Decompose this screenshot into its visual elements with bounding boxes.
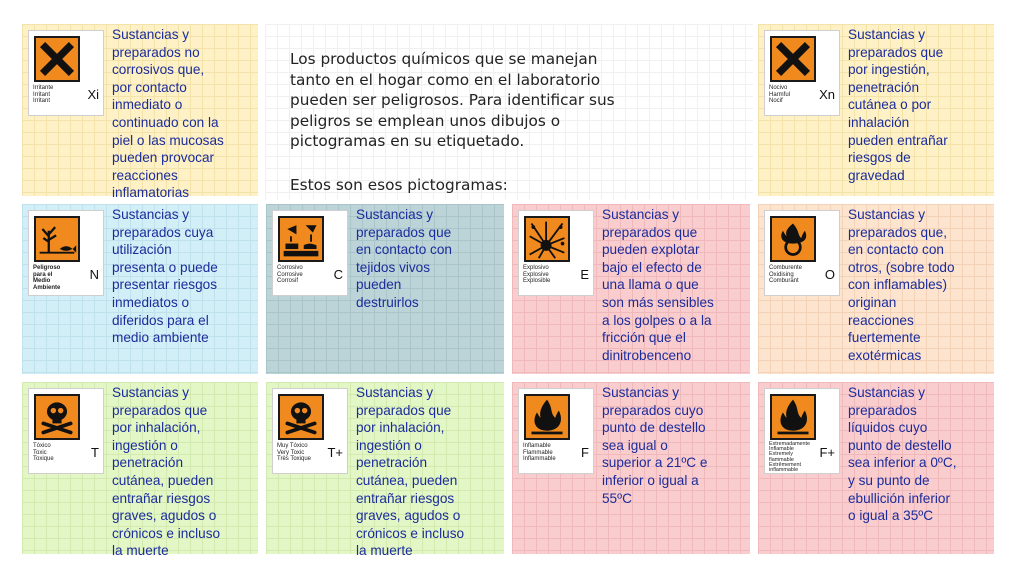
skull-crossbones-icon xyxy=(280,396,322,438)
hazard-symbol: F xyxy=(581,445,589,460)
card-explosivo xyxy=(512,204,750,374)
intro-text: Los productos químicos que se manejan tanto en el hogar como en el laboratorio pueden ser peligrosos. Para identificar sus peligros se emplean unos dibujos o pictogramas en su etiquetado. xyxy=(290,50,615,150)
hazard-description: Sustancias y preparados que en contacto con tejidos vivos pueden destruirlos xyxy=(356,207,452,310)
hazard-description: Sustancias y preparados que, en contacto con otros, (sobre todo con inflamables) originan reacciones fuertemente exotérmicas xyxy=(848,207,955,363)
hazard-symbol: C xyxy=(333,267,343,282)
pictogram-names: Comburente Oxidising Comburant xyxy=(769,265,803,284)
pictogram-e xyxy=(518,210,594,296)
flame-icon xyxy=(772,396,814,438)
hazard-description: Sustancias y preparados no corrosivos que, por contacto inmediato o continuado con la piel o las mucosas pueden provocar reacciones inflamatorias xyxy=(112,27,224,201)
pictogram-names: Nocivo Harmful Nocif xyxy=(769,85,791,104)
card-muy-toxico xyxy=(266,382,504,559)
pictogram-names: Irritante Irritant Irritant xyxy=(33,85,54,104)
pictogram-names: Explosivo Explosive Explosible xyxy=(523,265,551,284)
hazard-symbol: T+ xyxy=(327,445,343,460)
hazard-description: Sustancias y preparados cuyo punto de destello sea igual o superior a 21ºC e inferior o igual a 55ºC xyxy=(602,385,708,506)
pictogram-names: Peligroso para el Medio Ambiente xyxy=(33,265,61,291)
hazard-description: Sustancias y preparados líquidos cuyo punto de destello sea inferior a 0ºC, y su punto de ebullición inferior o igual a 35ºC xyxy=(848,385,957,524)
hazard-symbol: E xyxy=(580,267,589,282)
pictograms-subtitle: Estos son esos pictogramas: xyxy=(290,176,508,194)
dead-tree-fish-icon xyxy=(36,218,78,260)
hazard-symbol: Xn xyxy=(819,87,835,102)
card-inflamable xyxy=(512,382,750,554)
x-cross-icon xyxy=(772,38,814,80)
x-cross-icon xyxy=(36,38,78,80)
hazard-description: Sustancias y preparados que por inhalación, ingestión o penetración cutánea, pueden entrañar riesgos graves, agudos o crónicos e incluso la muerte xyxy=(112,385,221,559)
pictogram-c xyxy=(272,210,348,296)
card-toxico xyxy=(22,382,258,559)
hazard-description: Sustancias y preparados que por ingestión, penetración cutánea o por inhalación pueden entrañar riesgos de gravedad xyxy=(848,27,948,183)
card-comburente xyxy=(758,204,994,374)
hazard-symbol: F+ xyxy=(819,445,835,460)
skull-crossbones-icon xyxy=(36,396,78,438)
pictogram-names: Inflamable Flammable Inflammable xyxy=(523,443,556,462)
hazard-symbol: N xyxy=(89,267,99,282)
pictogram-names: Tóxico Toxic Toxique xyxy=(33,443,54,462)
pictogram-names: Extremadamente Inflamable Extremely flammable Extrêmement inflammable xyxy=(769,441,811,474)
corrosion-icon xyxy=(280,218,322,260)
hazard-description: Sustancias y preparados que por inhalación, ingestión o penetración cutánea, pueden entrañar riesgos graves, agudos o crónicos e incluso la muerte xyxy=(356,385,465,559)
hazard-symbol: T xyxy=(91,445,99,460)
card-corrosivo xyxy=(266,204,504,374)
pictogram-t xyxy=(28,388,104,474)
pictogram-f xyxy=(518,388,594,474)
explosion-icon xyxy=(526,218,568,260)
card-irritante xyxy=(22,24,258,201)
hazard-symbol: Xi xyxy=(87,87,99,102)
pictogram-fplus xyxy=(764,388,840,474)
card-extremadamente-inflamable xyxy=(758,382,994,554)
flame-over-circle-icon xyxy=(772,218,814,260)
pictogram-n xyxy=(28,210,104,296)
pictogram-o xyxy=(764,210,840,296)
pictogram-tplus xyxy=(272,388,348,474)
hazard-description: Sustancias y preparados cuya utilización presenta o puede presentar riesgos inmediatos o diferidos para el medio ambiente xyxy=(112,207,218,346)
pictogram-xn xyxy=(764,30,840,116)
hazard-description: Sustancias y preparados que pueden explotar bajo el efecto de una llama o que son más sensibles a los golpes o a la fricción que el dinitrobenceno xyxy=(602,207,714,363)
pictogram-names: Corrosivo Corrosive Corrosif xyxy=(277,265,303,284)
card-medio-ambiente xyxy=(22,204,258,374)
pictogram-names: Muy Tóxico Very Toxic Très Toxique xyxy=(277,443,312,462)
flame-icon xyxy=(526,396,568,438)
pictogram-xi xyxy=(28,30,104,116)
hazard-symbol: O xyxy=(824,267,835,282)
card-nocivo xyxy=(758,24,994,196)
